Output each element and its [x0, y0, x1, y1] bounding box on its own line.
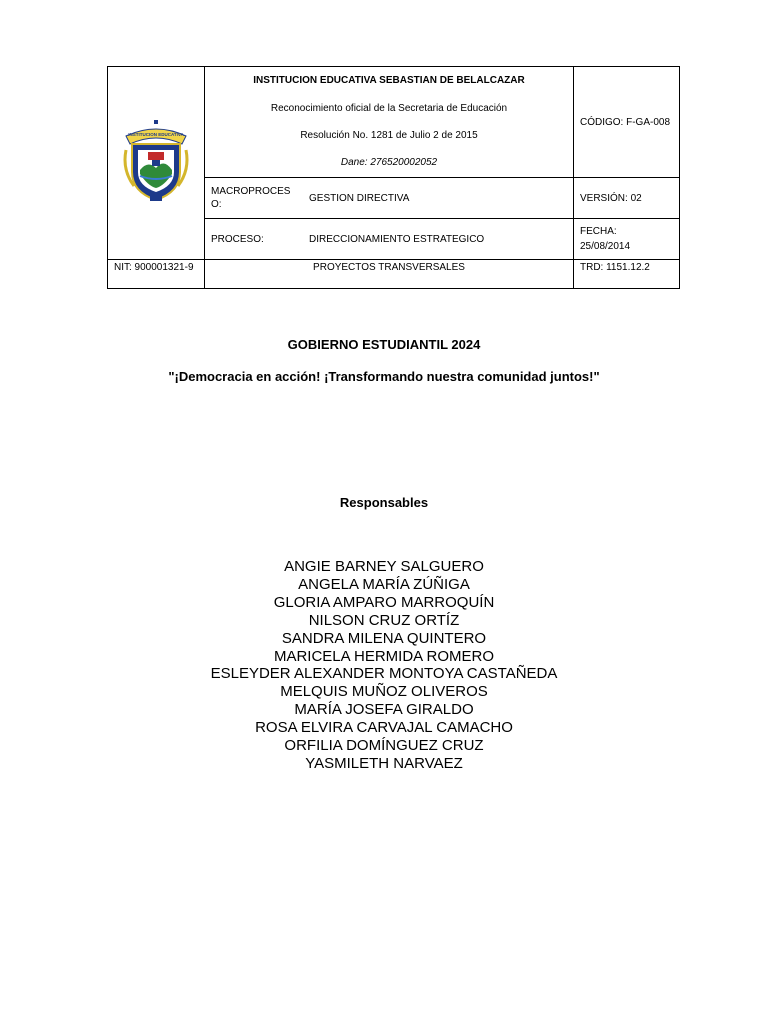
page-title: GOBIERNO ESTUDIANTIL 2024 [287, 337, 481, 352]
logo-cell [108, 67, 205, 260]
proceso-value: DIRECCIONAMIENTO ESTRATEGICO [309, 233, 485, 245]
resolution-text: Resolución No. 1281 de Julio 2 de 2015 [300, 130, 478, 141]
codigo-cell [574, 67, 680, 178]
document-header-table [107, 66, 680, 289]
proceso-cell [205, 219, 574, 260]
codigo-text: CÓDIGO: F-GA-008 [580, 116, 671, 128]
trd-text: TRD: 1151.12.2 [580, 262, 650, 273]
list-item: ANGIE BARNEY SALGUERO [284, 558, 484, 575]
macroproceso-value: GESTION DIRECTIVA [309, 192, 410, 204]
dane-text: Dane: 276520002052 [340, 157, 438, 168]
proceso-label: PROCESO: [211, 233, 264, 245]
institution-name: INSTITUCION EDUCATIVA SEBASTIAN DE BELALCAZAR [253, 75, 525, 86]
list-item: MELQUIS MUÑOZ OLIVEROS [280, 683, 488, 701]
recognition-text: Reconocimiento oficial de la Secretaria de Educación [270, 103, 508, 114]
list-item: ROSA ELVIRA CARVAJAL CAMACHO [255, 719, 513, 737]
macroproceso-label: MACROPROCES O: [211, 186, 291, 210]
nit-cell [108, 260, 205, 289]
macroproceso-cell [205, 178, 574, 219]
list-item: GLORIA AMPARO MARROQUÍN [273, 593, 495, 611]
fecha-value: 25/08/2014 [580, 241, 631, 252]
responsables-list [0, 558, 768, 773]
responsables-heading: Responsables [339, 495, 429, 510]
version-text: VERSIÓN: 02 [580, 192, 642, 204]
institution-info-cell [205, 67, 574, 178]
list-item: YASMILETH NARVAEZ [305, 754, 463, 772]
fecha-label: FECHA: [580, 226, 617, 237]
trd-cell [574, 260, 680, 289]
list-item: ESLEYDER ALEXANDER MONTOYA CASTAÑEDA [210, 665, 558, 683]
list-item: ORFILIA DOMÍNGUEZ CRUZ [284, 737, 484, 755]
version-cell [574, 178, 680, 219]
list-item: NILSON CRUZ ORTÍZ [308, 611, 460, 629]
slogan: "¡Democracia en acción! ¡Transformando nuestra comunidad juntos!" [168, 369, 600, 384]
fecha-cell [574, 219, 680, 260]
logo-banner-text: INSTITUCION EDUCATIVA [128, 131, 184, 137]
list-item: SANDRA MILENA QUINTERO [281, 629, 487, 647]
proyectos-text: PROYECTOS TRANSVERSALES [313, 262, 465, 273]
list-item: MARÍA JOSEFA GIRALDO [294, 701, 474, 719]
proyectos-cell [205, 260, 574, 289]
list-item: ANGELA MARÍA ZÚÑIGA [298, 575, 470, 593]
list-item: MARICELA HERMIDA ROMERO [273, 647, 495, 665]
nit-text: NIT: 900001321-9 [114, 262, 194, 273]
school-crest-icon [118, 120, 194, 204]
